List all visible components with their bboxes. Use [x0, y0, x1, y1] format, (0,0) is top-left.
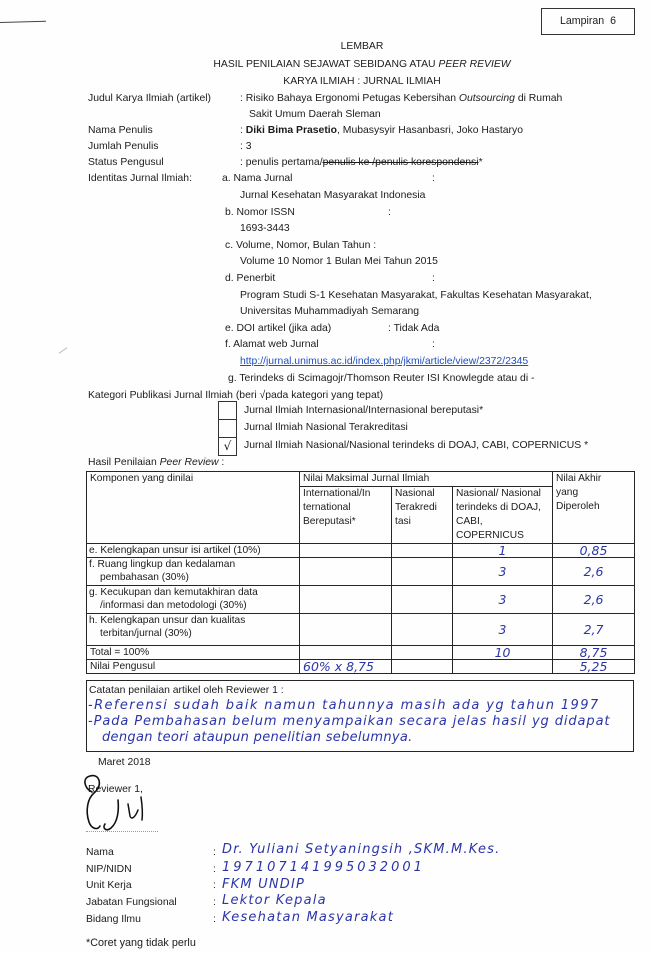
- cell-accredited: [392, 558, 453, 586]
- web-url-line: [240, 355, 528, 368]
- journal-name-colon: :: [432, 173, 435, 184]
- reviewer-position-label: Jabatan Fungsional: [86, 897, 177, 908]
- indexed-key: g. Terindeks di Scimagojr/Thomson Reuter ISI Knowlegde atau di -: [228, 373, 535, 384]
- attachment-label: Lampiran 6: [560, 15, 616, 27]
- article-title-italic: Outsourcing: [458, 93, 515, 104]
- title-line-2: [160, 58, 564, 71]
- cell-accredited: [392, 586, 453, 614]
- cell-accredited: [392, 646, 453, 660]
- cell-accredited: [392, 660, 453, 674]
- journal-identity-label: Identitas Jurnal Ilmiah:: [88, 173, 192, 184]
- margin-pencil-mark: [59, 347, 68, 354]
- publisher-value-line-1: Program Studi S-1 Kesehatan Masyarakat, Fakultas Kesehatan Masyarakat,: [240, 290, 592, 301]
- web-key: f. Alamat web Jurnal: [225, 339, 319, 350]
- header-final-score: Nilai Akhir yang Diperoleh: [553, 472, 635, 544]
- review-heading-suffix: :: [218, 457, 225, 468]
- reviewer-field-value: Kesehatan Masyarakat: [222, 910, 394, 925]
- proposer-label: Nilai Pengusul: [87, 660, 300, 674]
- reviewer-nip-label: NIP/NIDN: [86, 864, 132, 875]
- reviewer-notes-box: [86, 680, 634, 752]
- title-line-3: KARYA ILMIAH : JURNAL ILMIAH: [283, 76, 441, 87]
- status-struck-options: penulis ke /penulis korespondensi: [322, 157, 479, 168]
- category-option-indexed: Jurnal Ilmiah Nasional/Nasional terindeks di DOAJ, CABI, COPERNICUS *: [244, 440, 589, 451]
- notes-line-3: dengan teori ataupun penelitian sebelumnya.: [102, 730, 413, 745]
- table-row: [87, 558, 635, 586]
- attachment-label-box: [541, 8, 635, 35]
- signature-dotted-line: [86, 831, 158, 832]
- review-heading-text: Hasil Penilaian: [88, 457, 160, 468]
- proposer-calculation: 60% x 8,75: [300, 660, 392, 674]
- journal-name-key: a. Nama Jurnal: [222, 173, 293, 184]
- reviewer-name-colon: :: [213, 847, 216, 858]
- reviewer-title: Reviewer 1,: [88, 784, 143, 795]
- footnote: *Coret yang tidak perlu: [86, 937, 196, 949]
- cell-indexed: 3: [453, 558, 553, 586]
- title-line-1: LEMBAR: [340, 41, 384, 52]
- web-colon: :: [432, 339, 435, 350]
- title-line-2-italic: PEER REVIEW: [438, 59, 511, 70]
- header-component: Komponen yang dinilai: [87, 472, 300, 544]
- status-label: Status Pengusul: [88, 157, 164, 168]
- review-heading-italic: Peer Review: [159, 457, 219, 468]
- status-selected: : penulis pertama/: [240, 157, 323, 168]
- review-heading: [88, 456, 224, 469]
- table-row: [87, 586, 635, 614]
- author-count-value: : 3: [240, 141, 252, 152]
- notes-line-1: -Referensi sudah baik namun tahunnya masih ada yg tahun 1997: [88, 698, 600, 713]
- cell-final: 2,7: [553, 614, 635, 646]
- row-component: e. Kelengkapan unsur isi artikel (10%): [87, 544, 300, 558]
- cell-international: [300, 614, 392, 646]
- reviewer-name-value: Dr. Yuliani Setyaningsih ,SKM.M.Kes.: [222, 842, 501, 857]
- other-authors: , Mubasysyir Hasanbasri, Joko Hastaryo: [337, 125, 523, 136]
- authors-value: [240, 124, 523, 137]
- check-mark-icon: √: [223, 439, 232, 453]
- cell-indexed: 3: [453, 586, 553, 614]
- volume-key: c. Volume, Nomor, Bulan Tahun :: [225, 240, 377, 251]
- cell-accredited: [392, 544, 453, 558]
- row-component: h. Kelengkapan unsur dan kualitas terbitan/jurnal (30%): [87, 614, 300, 646]
- cell-international: [300, 646, 392, 660]
- total-label: Total = 100%: [87, 646, 300, 660]
- publisher-key: d. Penerbit: [225, 273, 276, 284]
- issn-key: b. Nomor ISSN: [225, 207, 295, 218]
- cell-final: 2,6: [553, 558, 635, 586]
- reviewer-unit-value: FKM UNDIP: [222, 877, 306, 892]
- doi-key: e. DOI artikel (jika ada): [225, 323, 332, 334]
- total-final: 8,75: [553, 646, 635, 660]
- doi-value: : Tidak Ada: [388, 323, 440, 334]
- table-proposer-row: [87, 660, 635, 674]
- cell-international: [300, 544, 392, 558]
- first-author: Diki Bima Prasetio: [245, 125, 338, 136]
- reviewer-nip-value: 197107141995032001: [222, 860, 425, 875]
- cell-indexed: 3: [453, 614, 553, 646]
- issn-colon: :: [388, 207, 391, 218]
- row-component: g. Kecukupan dan kemutakhiran data /informasi dan metodologi (30%): [87, 586, 300, 614]
- cell-international: [300, 586, 392, 614]
- reviewer-position-value: Lektor Kepala: [222, 893, 327, 908]
- publisher-value-line-2: Universitas Muhammadiyah Semarang: [240, 306, 420, 317]
- category-checkbox-accredited: [218, 419, 237, 438]
- cell-final: 2,6: [553, 586, 635, 614]
- journal-name-value: Jurnal Kesehatan Masyarakat Indonesia: [240, 190, 426, 201]
- reviewer-nip-colon: :: [213, 864, 216, 875]
- cell-indexed: [453, 660, 553, 674]
- article-title-value: [240, 92, 562, 105]
- scan-edge-line: [0, 21, 46, 23]
- notes-label: Catatan penilaian artikel oleh Reviewer 1 :: [89, 685, 284, 696]
- header-max-score-group: Nilai Maksimal Jurnal Ilmiah: [300, 472, 553, 487]
- reviewer-field-colon: :: [213, 914, 216, 925]
- cell-indexed: 1: [453, 544, 553, 558]
- article-title-text: : Risiko Bahaya Ergonomi Petugas Kebersihan: [240, 93, 459, 104]
- reviewer-unit-colon: :: [213, 880, 216, 891]
- author-count-label: Jumlah Penulis: [88, 141, 159, 152]
- category-option-accredited: Jurnal Ilmiah Nasional Terakreditasi: [244, 422, 408, 433]
- article-title-label: Judul Karya Ilmiah (artikel): [88, 93, 211, 104]
- header-accredited: Nasional Terakredi tasi: [392, 487, 453, 544]
- reviewer-unit-label: Unit Kerja: [86, 880, 132, 891]
- category-option-international: Jurnal Ilmiah Internasional/Internasional bereputasi*: [244, 405, 484, 416]
- status-note-marker: *: [478, 157, 483, 168]
- category-label: Kategori Publikasi Jurnal Ilmiah (beri √pada kategori yang tepat): [88, 390, 384, 401]
- proposer-final: 5,25: [553, 660, 635, 674]
- cell-international: [300, 558, 392, 586]
- reviewer-position-colon: :: [213, 897, 216, 908]
- header-international: International/In ternational Bereputasi*: [300, 487, 392, 544]
- issn-value: 1693-3443: [240, 223, 290, 234]
- journal-url-link[interactable]: http://jurnal.unimus.ac.id/index.php/jkmi/article/view/2372/2345: [240, 356, 529, 367]
- review-table: [86, 471, 635, 674]
- table-row: [87, 544, 635, 558]
- cell-accredited: [392, 614, 453, 646]
- cell-final: 0,85: [553, 544, 635, 558]
- row-component: f. Ruang lingkup dan kedalaman pembahasan (30%): [87, 558, 300, 586]
- table-total-row: [87, 646, 635, 660]
- authors-label: Nama Penulis: [88, 125, 153, 136]
- table-header-row: [87, 472, 635, 487]
- article-title-value-line-2: Sakit Umum Daerah Sleman: [249, 109, 381, 120]
- header-indexed: Nasional/ Nasional terindeks di DOAJ, CABI, COPERNICUS: [453, 487, 553, 544]
- reviewer-name-label: Nama: [86, 847, 114, 858]
- notes-line-2: -Pada Pembahasan belum menyampaikan secara jelas hasil yg didapat: [88, 714, 611, 729]
- reviewer-signature: [78, 770, 158, 838]
- title-line-2-text: HASIL PENILAIAN SEJAWAT SEBIDANG ATAU: [213, 59, 439, 70]
- reviewer-field-label: Bidang Ilmu: [86, 914, 141, 925]
- volume-value: Volume 10 Nomor 1 Bulan Mei Tahun 2015: [240, 256, 438, 267]
- status-value: [240, 156, 483, 169]
- table-row: [87, 614, 635, 646]
- authors-colon: :: [240, 125, 246, 136]
- review-date: Maret 2018: [98, 757, 151, 768]
- article-title-text-end: di Rumah: [514, 93, 563, 104]
- category-checkbox-international: [218, 401, 237, 420]
- total-indexed: 10: [453, 646, 553, 660]
- publisher-colon: :: [432, 273, 435, 284]
- category-checkbox-indexed: [218, 437, 237, 456]
